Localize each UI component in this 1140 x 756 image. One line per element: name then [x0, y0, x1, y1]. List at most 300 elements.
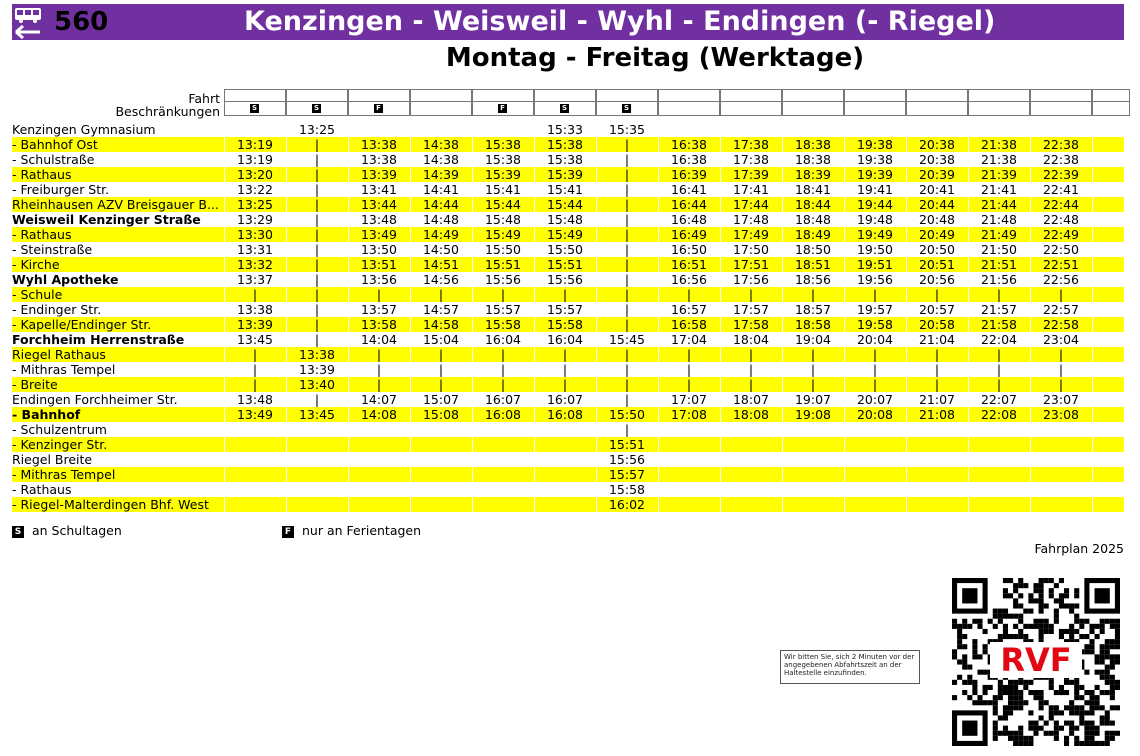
departure-time: 16:08	[484, 407, 522, 422]
departure-time: 13:41	[360, 182, 398, 197]
departure-time: 15:08	[422, 407, 460, 422]
pass-through-mark: |	[624, 347, 630, 362]
pass-through-mark: |	[624, 197, 630, 212]
departure-time: 15:38	[546, 137, 584, 152]
departure-time: 20:48	[918, 212, 956, 227]
column-separator	[782, 467, 783, 482]
departure-time: 18:04	[732, 332, 770, 347]
departure-time: 17:41	[732, 182, 770, 197]
departure-time: 20:38	[918, 152, 956, 167]
pass-through-mark: |	[624, 302, 630, 317]
pass-through-mark: |	[314, 152, 320, 167]
departure-time: 13:38	[360, 152, 398, 167]
punctuality-notice: Wir bitten Sie, sich 2 Minuten vor der angegebenen Abfahrtszeit an der Haltestelle einzufinden.	[780, 650, 920, 684]
departure-time: 23:07	[1042, 392, 1080, 407]
pass-through-mark: |	[624, 167, 630, 182]
departure-time: 15:51	[608, 437, 646, 452]
departure-time: 13:50	[360, 242, 398, 257]
departure-time: 13:39	[298, 362, 336, 377]
departure-time: 20:58	[918, 317, 956, 332]
column-separator	[472, 437, 473, 452]
departure-time: 13:37	[236, 272, 274, 287]
column-separator	[472, 497, 473, 512]
departure-time: 17:07	[670, 392, 708, 407]
departure-time: 13:29	[236, 212, 274, 227]
stop-name: - Rathaus	[12, 482, 72, 497]
column-separator	[224, 437, 225, 452]
pass-through-mark: |	[376, 362, 382, 377]
departure-time: 20:44	[918, 197, 956, 212]
bus-back-icon-group[interactable]	[12, 4, 46, 40]
restriction-cell	[658, 101, 720, 116]
stop-name: - Bahnhof	[12, 407, 81, 422]
pass-through-mark: |	[314, 212, 320, 227]
pass-through-mark: |	[872, 377, 878, 392]
pass-through-mark: |	[376, 347, 382, 362]
restriction-cell	[720, 101, 782, 116]
departure-time: 18:41	[794, 182, 832, 197]
departure-time: 19:49	[856, 227, 894, 242]
departure-time: 15:58	[546, 317, 584, 332]
stop-name: Riegel Breite	[12, 452, 93, 467]
departure-time: 19:04	[794, 332, 832, 347]
stop-name: - Freiburger Str.	[12, 182, 110, 197]
departure-time: 15:49	[546, 227, 584, 242]
departure-time: 17:56	[732, 272, 770, 287]
departure-time: 23:04	[1042, 332, 1080, 347]
column-separator	[1092, 137, 1093, 152]
pass-through-mark: |	[872, 347, 878, 362]
column-separator	[1092, 437, 1093, 452]
column-separator	[534, 497, 535, 512]
departure-time: 14:38	[422, 137, 460, 152]
departure-time: 13:38	[298, 347, 336, 362]
departure-time: 20:04	[856, 332, 894, 347]
stop-row	[12, 332, 1124, 347]
departure-time: 14:57	[422, 302, 460, 317]
departure-time: 17:58	[732, 317, 770, 332]
pass-through-mark: |	[748, 287, 754, 302]
departure-time: 16:56	[670, 272, 708, 287]
departure-time: 19:44	[856, 197, 894, 212]
departure-time: 16:41	[670, 182, 708, 197]
departure-time: 13:30	[236, 227, 274, 242]
stop-name: Riegel Rathaus	[12, 347, 106, 362]
departure-time: 21:38	[980, 152, 1018, 167]
stop-name: Wyhl Apotheke	[12, 272, 119, 287]
column-separator	[658, 437, 659, 452]
stop-name: - Riegel-Malterdingen Bhf. West	[12, 497, 209, 512]
rvf-logo: RVF	[990, 642, 1082, 678]
departure-time: 15:56	[608, 452, 646, 467]
departure-time: 18:56	[794, 272, 832, 287]
pass-through-mark: |	[996, 347, 1002, 362]
stop-name: - Steinstraße	[12, 242, 93, 257]
pass-through-mark: |	[748, 362, 754, 377]
legend-school-days-text: an Schultagen	[32, 523, 122, 538]
departure-time: 22:04	[980, 332, 1018, 347]
departure-time: 13:32	[236, 257, 274, 272]
departure-time: 14:07	[360, 392, 398, 407]
pass-through-mark: |	[872, 362, 878, 377]
stop-name: Kenzingen Gymnasium	[12, 122, 156, 137]
departure-time: 17:57	[732, 302, 770, 317]
pass-through-mark: |	[996, 287, 1002, 302]
pass-through-mark: |	[686, 377, 692, 392]
departure-time: 22:49	[1042, 227, 1080, 242]
pass-through-mark: |	[314, 242, 320, 257]
departure-time: 13:25	[236, 197, 274, 212]
column-separator	[906, 467, 907, 482]
fahrt-label: Fahrt	[188, 91, 220, 106]
school-day-badge: S	[12, 526, 24, 538]
pass-through-mark: |	[686, 287, 692, 302]
column-separator	[658, 467, 659, 482]
stop-row	[12, 167, 1124, 182]
timetable-year-label: Fahrplan 2025	[1034, 541, 1124, 556]
departure-time: 13:56	[360, 272, 398, 287]
pass-through-mark: |	[314, 317, 320, 332]
column-separator	[844, 437, 845, 452]
column-separator	[534, 467, 535, 482]
pass-through-mark: |	[810, 347, 816, 362]
departure-time: 18:08	[732, 407, 770, 422]
column-separator	[720, 467, 721, 482]
stop-row	[12, 242, 1124, 257]
column-separator	[844, 497, 845, 512]
column-separator	[720, 437, 721, 452]
stop-name: - Endinger Str.	[12, 302, 102, 317]
pass-through-mark: |	[748, 377, 754, 392]
departure-time: 16:44	[670, 197, 708, 212]
restriction-cell	[782, 101, 844, 116]
stop-row	[12, 482, 1124, 497]
stop-row	[12, 137, 1124, 152]
pass-through-mark: |	[624, 137, 630, 152]
service-days-title: Montag - Freitag (Werktage)	[445, 43, 865, 73]
pass-through-mark: |	[686, 362, 692, 377]
route-title: Kenzingen - Weisweil - Wyhl - Endingen (- Riegel)	[244, 6, 996, 37]
pass-through-mark: |	[314, 227, 320, 242]
pass-through-mark: |	[1058, 377, 1064, 392]
column-separator	[906, 497, 907, 512]
departure-time: 21:56	[980, 272, 1018, 287]
column-separator	[348, 497, 349, 512]
departure-time: 19:48	[856, 212, 894, 227]
departure-time: 20:49	[918, 227, 956, 242]
pass-through-mark: |	[624, 272, 630, 287]
departure-time: 15:58	[484, 317, 522, 332]
departure-time: 13:19	[236, 152, 274, 167]
departure-time: 13:48	[236, 392, 274, 407]
departure-time: 13:40	[298, 377, 336, 392]
departure-time: 15:56	[546, 272, 584, 287]
stop-row	[12, 302, 1124, 317]
stop-name: - Schulzentrum	[12, 422, 107, 437]
departure-time: 21:57	[980, 302, 1018, 317]
departure-time: 15:38	[484, 152, 522, 167]
departure-time: 13:19	[236, 137, 274, 152]
pass-through-mark: |	[562, 377, 568, 392]
stop-name: - Schulstraße	[12, 152, 95, 167]
column-separator	[410, 437, 411, 452]
departure-time: 17:38	[732, 137, 770, 152]
departure-time: 15:35	[608, 122, 646, 137]
column-separator	[844, 467, 845, 482]
stop-name: - Rathaus	[12, 167, 72, 182]
pass-through-mark: |	[314, 197, 320, 212]
departure-time: 22:58	[1042, 317, 1080, 332]
column-separator	[224, 467, 225, 482]
pass-through-mark: |	[252, 287, 258, 302]
column-separator	[1092, 287, 1093, 302]
departure-time: 14:50	[422, 242, 460, 257]
departure-time: 14:39	[422, 167, 460, 182]
pass-through-mark: |	[624, 227, 630, 242]
departure-time: 16:48	[670, 212, 708, 227]
pass-through-mark: |	[624, 362, 630, 377]
departure-time: 21:07	[918, 392, 956, 407]
departure-time: 16:07	[546, 392, 584, 407]
stop-row	[12, 347, 1124, 362]
departure-time: 20:07	[856, 392, 894, 407]
departure-time: 20:56	[918, 272, 956, 287]
departure-time: 15:58	[608, 482, 646, 497]
stop-row	[12, 197, 1124, 212]
pass-through-mark: |	[810, 377, 816, 392]
departure-time: 18:07	[732, 392, 770, 407]
departure-time: 15:38	[546, 152, 584, 167]
pass-through-mark: |	[500, 287, 506, 302]
restriction-cell	[906, 101, 968, 116]
school-day-badge: S	[561, 104, 568, 112]
stop-name: - Bahnhof Ost	[12, 137, 98, 152]
departure-time: 22:51	[1042, 257, 1080, 272]
departure-time: 21:58	[980, 317, 1018, 332]
school-day-badge: S	[251, 104, 258, 112]
stop-name: Weisweil Kenzinger Straße	[12, 212, 201, 227]
stop-row	[12, 407, 1124, 422]
departure-time: 15:49	[484, 227, 522, 242]
departure-time: 13:38	[360, 137, 398, 152]
pass-through-mark: |	[252, 377, 258, 392]
departure-time: 18:48	[794, 212, 832, 227]
departure-time: 13:39	[236, 317, 274, 332]
departure-time: 19:07	[794, 392, 832, 407]
pass-through-mark: |	[438, 362, 444, 377]
departure-time: 15:57	[608, 467, 646, 482]
departure-time: 19:38	[856, 152, 894, 167]
pass-through-mark: |	[314, 392, 320, 407]
stop-row	[12, 227, 1124, 242]
departure-time: 17:44	[732, 197, 770, 212]
departure-time: 20:51	[918, 257, 956, 272]
departure-time: 22:56	[1042, 272, 1080, 287]
school-day-badge: S	[313, 104, 320, 112]
departure-time: 21:08	[918, 407, 956, 422]
departure-time: 18:38	[794, 137, 832, 152]
stop-name: Forchheim Herrenstraße	[12, 332, 185, 347]
pass-through-mark: |	[934, 347, 940, 362]
column-separator	[534, 437, 535, 452]
departure-time: 16:08	[546, 407, 584, 422]
departure-time: 19:58	[856, 317, 894, 332]
pass-through-mark: |	[314, 302, 320, 317]
column-separator	[968, 437, 969, 452]
stop-row	[12, 497, 1124, 512]
holiday-badge: F	[374, 104, 383, 113]
column-separator	[1092, 167, 1093, 182]
arrow-left-icon	[12, 25, 46, 39]
qr-code[interactable]	[952, 578, 1120, 746]
departure-time: 21:48	[980, 212, 1018, 227]
stop-row	[12, 422, 1124, 437]
departure-time: 14:41	[422, 182, 460, 197]
departure-time: 21:49	[980, 227, 1018, 242]
departure-time: 23:08	[1042, 407, 1080, 422]
route-number: 560	[54, 7, 109, 37]
restriction-cell	[968, 101, 1030, 116]
stop-row	[12, 212, 1124, 227]
pass-through-mark: |	[934, 377, 940, 392]
stop-name: - Mithras Tempel	[12, 362, 116, 377]
pass-through-mark: |	[624, 377, 630, 392]
departure-time: 22:38	[1042, 152, 1080, 167]
column-separator	[720, 497, 721, 512]
pass-through-mark: |	[500, 377, 506, 392]
departure-time: 15:33	[546, 122, 584, 137]
pass-through-mark: |	[748, 347, 754, 362]
departure-time: 22:57	[1042, 302, 1080, 317]
stop-row	[12, 437, 1124, 452]
pass-through-mark: |	[314, 287, 320, 302]
pass-through-mark: |	[438, 287, 444, 302]
stop-row	[12, 467, 1124, 482]
pass-through-mark: |	[624, 287, 630, 302]
departure-time: 13:58	[360, 317, 398, 332]
departure-time: 19:39	[856, 167, 894, 182]
holiday-badge: F	[498, 104, 507, 113]
pass-through-mark: |	[314, 137, 320, 152]
departure-time: 15:39	[484, 167, 522, 182]
stop-row	[12, 257, 1124, 272]
pass-through-mark: |	[624, 152, 630, 167]
column-separator	[348, 467, 349, 482]
pass-through-mark: |	[314, 272, 320, 287]
column-separator	[410, 467, 411, 482]
stop-row	[12, 272, 1124, 287]
departure-time: 13:45	[236, 332, 274, 347]
column-separator	[410, 497, 411, 512]
pass-through-mark: |	[252, 362, 258, 377]
restriction-cell	[1092, 101, 1130, 116]
departure-time: 21:44	[980, 197, 1018, 212]
pass-through-mark: |	[438, 347, 444, 362]
departure-time: 13:25	[298, 122, 336, 137]
stop-name: - Schule	[12, 287, 63, 302]
departure-time: 13:38	[236, 302, 274, 317]
departure-time: 22:41	[1042, 182, 1080, 197]
column-separator	[224, 497, 225, 512]
departure-time: 17:49	[732, 227, 770, 242]
departure-time: 16:38	[670, 137, 708, 152]
column-separator	[286, 467, 287, 482]
departure-time: 15:50	[608, 407, 646, 422]
departure-time: 15:56	[484, 272, 522, 287]
departure-time: 13:49	[236, 407, 274, 422]
pass-through-mark: |	[934, 362, 940, 377]
departure-time: 17:04	[670, 332, 708, 347]
column-separator	[782, 497, 783, 512]
column-separator	[1092, 317, 1093, 332]
restriction-cell	[410, 101, 472, 116]
pass-through-mark: |	[624, 242, 630, 257]
departure-time: 16:39	[670, 167, 708, 182]
departure-time: 16:49	[670, 227, 708, 242]
stop-name: - Kirche	[12, 257, 60, 272]
departure-time: 17:51	[732, 257, 770, 272]
pass-through-mark: |	[252, 347, 258, 362]
departure-time: 15:57	[484, 302, 522, 317]
departure-time: 15:48	[484, 212, 522, 227]
departure-time: 14:48	[422, 212, 460, 227]
pass-through-mark: |	[1058, 362, 1064, 377]
pass-through-mark: |	[438, 377, 444, 392]
pass-through-mark: |	[810, 362, 816, 377]
column-separator	[1030, 497, 1031, 512]
departure-time: 13:44	[360, 197, 398, 212]
departure-time: 16:04	[546, 332, 584, 347]
pass-through-mark: |	[500, 362, 506, 377]
departure-time: 15:38	[484, 137, 522, 152]
departure-time: 22:39	[1042, 167, 1080, 182]
stop-row	[12, 122, 1124, 137]
departure-time: 22:07	[980, 392, 1018, 407]
legend-holiday-days-text: nur an Ferientagen	[302, 523, 422, 538]
departure-time: 20:50	[918, 242, 956, 257]
departure-time: 18:44	[794, 197, 832, 212]
departure-time: 21:04	[918, 332, 956, 347]
departure-time: 14:56	[422, 272, 460, 287]
departure-time: 15:57	[546, 302, 584, 317]
column-separator	[1092, 377, 1093, 392]
stop-name: - Rathaus	[12, 227, 72, 242]
departure-time: 13:49	[360, 227, 398, 242]
pass-through-mark: |	[314, 167, 320, 182]
departure-time: 15:44	[484, 197, 522, 212]
departure-time: 22:08	[980, 407, 1018, 422]
departure-time: 16:51	[670, 257, 708, 272]
stop-row	[12, 377, 1124, 392]
column-separator	[286, 437, 287, 452]
departure-time: 14:08	[360, 407, 398, 422]
departure-time: 16:58	[670, 317, 708, 332]
departure-time: 14:58	[422, 317, 460, 332]
departure-time: 22:38	[1042, 137, 1080, 152]
departure-time: 15:45	[608, 332, 646, 347]
departure-time: 15:50	[484, 242, 522, 257]
departure-time: 19:08	[794, 407, 832, 422]
departure-time: 17:38	[732, 152, 770, 167]
stop-row	[12, 317, 1124, 332]
departure-time: 19:57	[856, 302, 894, 317]
departure-time: 14:49	[422, 227, 460, 242]
departure-time: 20:41	[918, 182, 956, 197]
holiday-badge: F	[282, 526, 294, 538]
departure-time: 15:39	[546, 167, 584, 182]
departure-time: 15:07	[422, 392, 460, 407]
departure-time: 20:39	[918, 167, 956, 182]
